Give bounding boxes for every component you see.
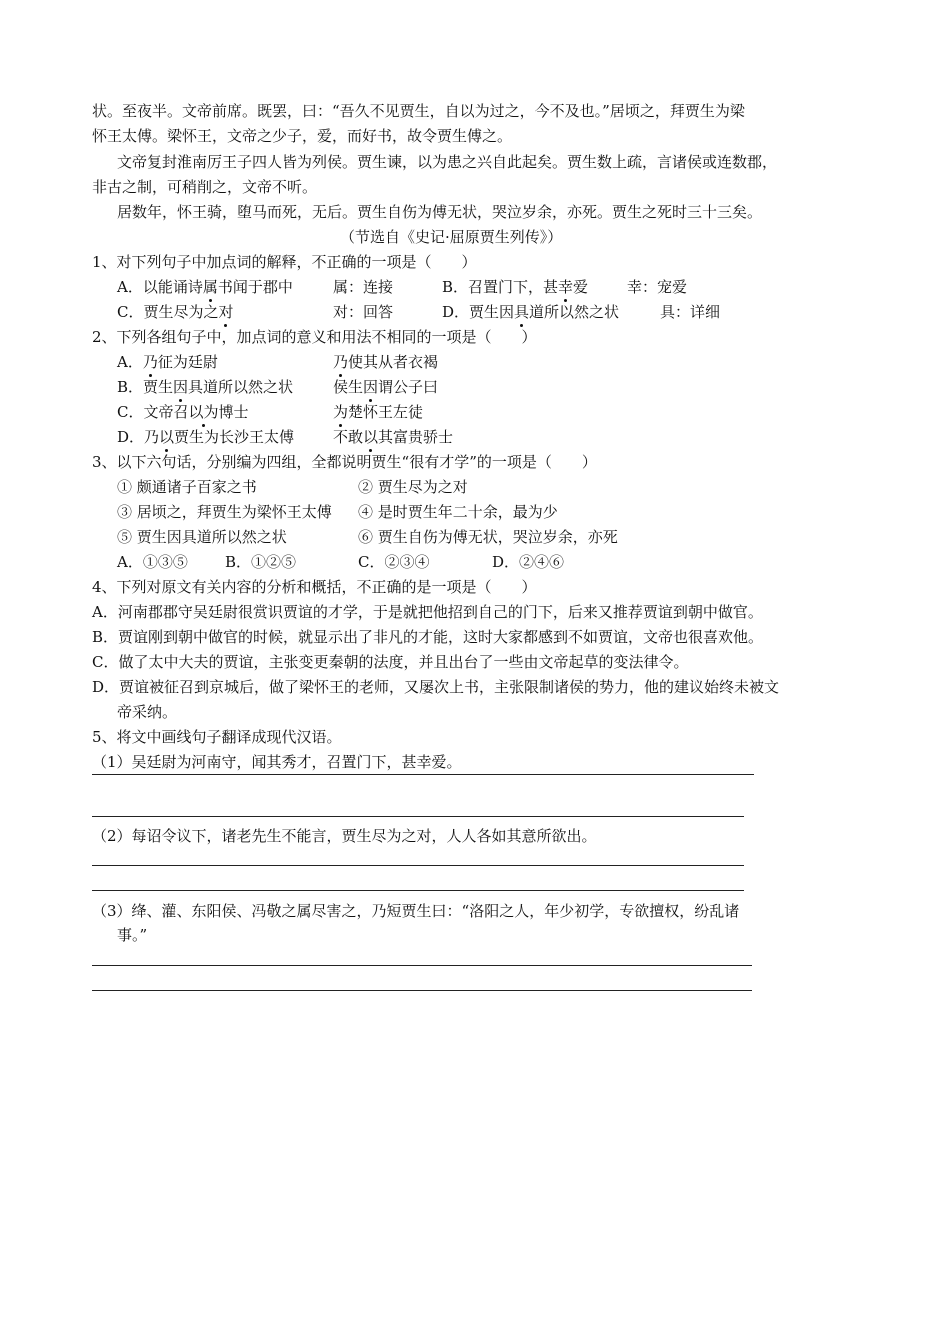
passage-line: 居数年，怀王骑，堕马而死，无后。贾生自伤为傅无状，哭泣岁余，亦死。贾生之死时三十三矣。 — [117, 203, 763, 221]
dotted-word: 乃 — [142, 353, 158, 371]
q1-option-c-gloss: 对：回答 — [333, 303, 394, 321]
q3-sentence-3: ③ 居顷之，拜贾生为梁怀王太傅 — [117, 503, 332, 521]
dotted-word: 以 — [363, 428, 379, 446]
q3-option-a: A．①③⑤ — [117, 553, 188, 571]
text: 使其从者衣褐 — [348, 353, 439, 371]
question-5-stem: 5、将文中画线句子翻译成现代汉语。 — [92, 728, 342, 746]
dotted-word: 因 — [173, 378, 189, 396]
q2-option-c-right — [333, 403, 423, 421]
dotted-word: 具 — [514, 303, 530, 321]
passage-line: 怀王太傅。梁怀王，文帝之少子，爱，而好书，故令贾生傅之。 — [92, 127, 513, 145]
answer-line[interactable] — [92, 774, 754, 775]
q2-option-d-left — [117, 428, 294, 446]
q2-option-a-left — [117, 353, 218, 371]
text: 楚怀王左徒 — [348, 403, 424, 421]
q3-sentence-1: ① 颇通诸子百家之书 — [117, 478, 257, 496]
q3-sentence-2: ② 贾生尽为之对 — [358, 478, 468, 496]
answer-line[interactable] — [92, 990, 752, 991]
text: C．文帝召 — [117, 403, 189, 421]
q1-option-a-gloss: 属：连接 — [333, 278, 394, 296]
dotted-word: 幸 — [558, 278, 574, 296]
text: C．贾生尽为之 — [117, 303, 219, 321]
q1-option-b-gloss: 幸：宠爱 — [627, 278, 688, 296]
q2-option-b-left — [117, 378, 293, 396]
answer-line[interactable] — [92, 890, 744, 891]
answer-line[interactable] — [92, 816, 744, 817]
text: B．召置门下，甚 — [442, 278, 559, 296]
q3-option-d: D．②④⑥ — [492, 553, 565, 571]
question-2-stem: 2、下列各组句子中，加点词的意义和用法不相同的一项是（ ） — [92, 328, 537, 346]
question-1-stem: 1、对下列句子中加点词的解释，不正确的一项是（ ） — [92, 253, 477, 271]
passage-line: 状。至夜半。文帝前席。既罢，曰：“吾久不见贾生，自以为过之，今不及也。”居顷之，拜贾生为梁 — [92, 102, 745, 120]
text: A． — [117, 353, 143, 371]
dotted-word: 乃 — [333, 353, 349, 371]
passage-line: 非古之制，可稍削之，文帝不听。 — [92, 178, 318, 196]
answer-line[interactable] — [92, 865, 744, 866]
dotted-word: 因 — [363, 378, 379, 396]
text: 爱 — [573, 278, 589, 296]
q5-sentence-1: （1）吴廷尉为河南守，闻其秀才，召置门下，甚幸爱。 — [92, 753, 462, 771]
text: A．以能诵诗 — [117, 278, 203, 296]
text: 其富贵骄士 — [378, 428, 454, 446]
q2-option-a-right — [333, 353, 438, 371]
q5-sentence-3-cont: 事。” — [117, 926, 148, 944]
text: D．乃 — [117, 428, 160, 446]
q3-option-c: C．②③④ — [358, 553, 430, 571]
text: 道所以然之状 — [529, 303, 620, 321]
q4-option-a: A．河南郡郡守吴廷尉很赏识贾谊的才学，于是就把他招到自己的门下，后来又推荐贾谊到朝中做官。 — [92, 603, 763, 621]
dotted-word: 以为 — [188, 403, 219, 421]
q4-option-b: B．贾谊刚到朝中做官的时候，就显示出了非凡的才能，这时大家都感到不如贾谊，文帝也很喜欢他。 — [92, 628, 764, 646]
dotted-word: 为 — [333, 403, 349, 421]
dotted-word: 以 — [159, 428, 175, 446]
text: 征为廷尉 — [157, 353, 218, 371]
q4-option-d-cont: 帝采纳。 — [117, 703, 178, 721]
q1-option-b — [442, 278, 588, 296]
answer-line[interactable] — [92, 965, 752, 966]
q4-option-c: C．做了太中大夫的贾谊，主张变更秦朝的法度，并且出台了一些由文帝起草的变法律令。 — [92, 653, 689, 671]
q4-option-d: D．贾谊被征召到京城后，做了梁怀王的老师，又屡次上书，主张限制诸侯的势力，他的建议始终未被文 — [92, 678, 780, 696]
q2-option-d-right — [333, 428, 453, 446]
question-4-stem: 4、下列对原文有关内容的分析和概括，不正确的是一项是（ ） — [92, 578, 537, 596]
text: 谓公子曰 — [378, 378, 439, 396]
text: D．贾生因 — [442, 303, 515, 321]
q3-sentence-4: ④ 是时贾生年二十余，最为少 — [358, 503, 558, 521]
q3-sentence-5: ⑤ 贾生因具道所以然之状 — [117, 528, 287, 546]
text: B．贾生 — [117, 378, 174, 396]
text: 贾生为长沙王太傅 — [174, 428, 295, 446]
q3-option-b: B．①②⑤ — [225, 553, 297, 571]
q2-option-b-right — [333, 378, 438, 396]
passage-line: 文帝复封淮南厉王子四人皆为列侯。贾生谏，以为患之兴自此起矣。贾生数上疏，言诸侯或连数郡， — [117, 153, 778, 171]
q1-option-c — [117, 303, 234, 321]
q3-sentence-6: ⑥ 贾生自伤为傅无状，哭泣岁余，亦死 — [358, 528, 618, 546]
q5-sentence-2: （2）每诏令议下，诸老先生不能言，贾生尽为之对，人人各如其意所欲出。 — [92, 827, 597, 845]
text: 博士 — [218, 403, 249, 421]
dotted-word: 对 — [218, 303, 234, 321]
q1-option-d-gloss: 具：详细 — [660, 303, 721, 321]
text: 不敢 — [333, 428, 364, 446]
text: 侯生 — [333, 378, 364, 396]
text: 书闻于郡中 — [217, 278, 293, 296]
q1-option-d — [442, 303, 619, 321]
text: 具道所以然之状 — [188, 378, 294, 396]
dotted-word: 属 — [202, 278, 218, 296]
question-3-stem: 3、以下六句话，分别编为四组，全都说明贾生“很有才学”的一项是（ ） — [92, 453, 597, 471]
q1-option-a — [117, 278, 293, 296]
passage-source: （节选自《史记·屈原贾生列传》） — [340, 228, 563, 246]
q5-sentence-3: （3）绛、灌、东阳侯、冯敬之属尽害之，乃短贾生曰：“洛阳之人，年少初学，专欲擅权，纷乱诸 — [92, 902, 740, 920]
q2-option-c-left — [117, 403, 249, 421]
